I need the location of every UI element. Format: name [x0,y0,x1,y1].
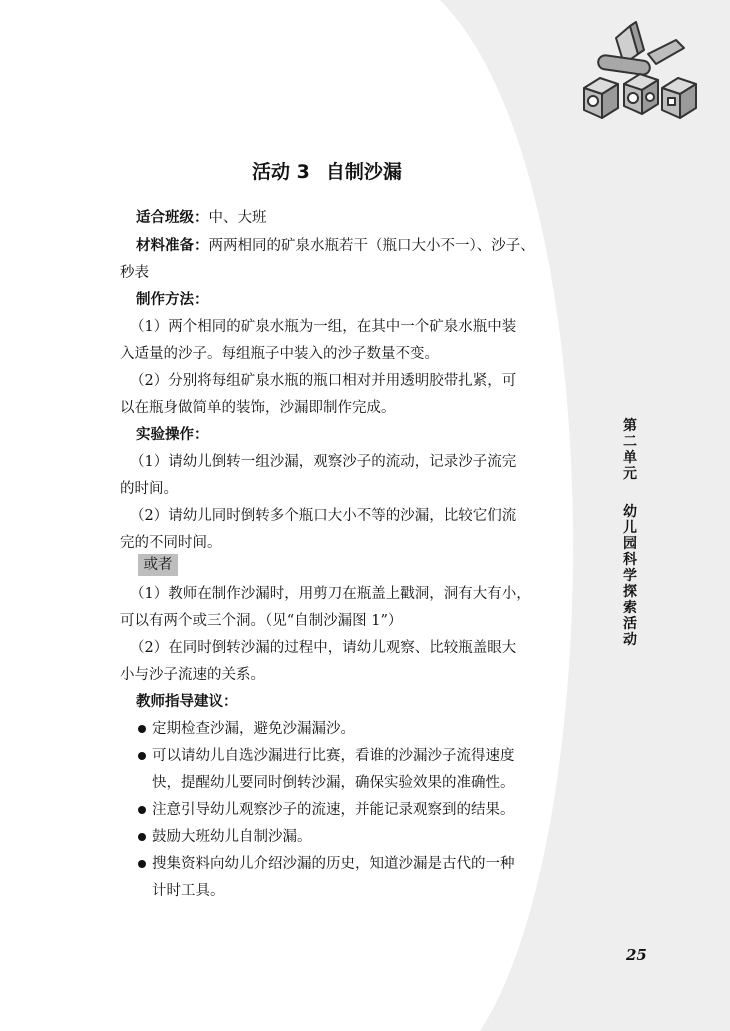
side-tab-char: 第 [623,418,637,434]
bullet-dot [138,833,146,841]
suitable-class-label: 适合班级： [136,210,209,226]
guidance-item-continued: 快，提醒幼儿要同时倒转沙漏，确保实验效果的准确性。 [152,775,515,791]
alternative-line: （1）教师在制作沙漏时，用剪刀在瓶盖上戳洞，洞有大有小， [130,586,531,602]
method-line: 以在瓶身做简单的装饰，沙漏即制作完成。 [120,400,396,416]
guidance-item: 鼓励大班幼儿自制沙漏。 [152,829,312,845]
method-line: （1）两个相同的矿泉水瓶为一组，在其中一个矿泉水瓶中装 [130,319,517,335]
guidance-item: 定期检查沙漏，避免沙漏漏沙。 [152,721,355,737]
materials-label: 材料准备： [136,238,209,254]
guidance-heading: 教师指导建议： [136,694,238,710]
side-tab-char: 元 [623,466,637,482]
alternative-line: 可以有两个或三个洞。（见“自制沙漏图 1”） [120,613,403,629]
alternative-line: 小与沙子流速的关系。 [120,667,265,683]
guidance-item: 搜集资料向幼儿介绍沙漏的历史，知道沙漏是古代的一种 [152,856,515,872]
guidance-item-continued: 计时工具。 [152,883,225,899]
bullet-dot [138,806,146,814]
side-tab-char: 二 [623,434,637,450]
bullet-dot [138,860,146,868]
experiment-heading: 实验操作： [136,427,209,443]
suitable-class-value: 中、大班 [208,210,267,226]
building-blocks-illustration [578,18,702,126]
side-tab-char: 探 [623,584,637,600]
method-line: 入适量的沙子。每组瓶子中装入的沙子数量不变。 [120,346,439,362]
side-tab-char: 活 [623,616,637,632]
side-tab-char: 动 [623,632,637,648]
alternative-tag: 或者 [138,554,178,576]
page-number: 25 [626,946,647,964]
method-line: （2）分别将每组矿泉水瓶的瓶口相对并用透明胶带扎紧，可 [130,373,517,389]
alternative-line: （2）在同时倒转沙漏的过程中，请幼儿观察、比较瓶盖眼大 [130,640,517,656]
side-tab-char: 园 [623,536,637,552]
method-heading: 制作方法： [136,292,209,308]
materials-line-1: 材料准备：两两相同的矿泉水瓶若干（瓶口大小不一）、沙子、 [136,238,535,254]
chapter-side-tab [618,418,642,648]
suitable-class [136,208,267,228]
experiment-line: （2）请幼儿同时倒转多个瓶口大小不等的沙漏，比较它们流 [130,508,517,524]
side-tab-char: 学 [623,568,637,584]
guidance-item: 可以请幼儿自选沙漏进行比赛，看谁的沙漏沙子流得速度 [152,748,515,764]
bullet-dot [138,725,146,733]
activity-title: 活动 3 自制沙漏 [252,161,402,183]
experiment-line: （1）请幼儿倒转一组沙漏，观察沙子的流动，记录沙子流完 [130,454,517,470]
side-tab-char: 索 [623,600,637,616]
bullet-dot [138,752,146,760]
unit-topic [618,504,642,648]
side-tab-char: 儿 [623,520,637,536]
materials-line-2: 秒表 [120,265,149,281]
experiment-line: 完的不同时间。 [120,535,222,551]
side-tab-char: 幼 [623,504,637,520]
experiment-line: 的时间。 [120,481,178,497]
guidance-item: 注意引导幼儿观察沙子的流速，并能记录观察到的结果。 [152,802,515,818]
unit-title [618,418,642,482]
side-tab-char: 科 [623,552,637,568]
side-tab-char: 单 [623,450,637,466]
